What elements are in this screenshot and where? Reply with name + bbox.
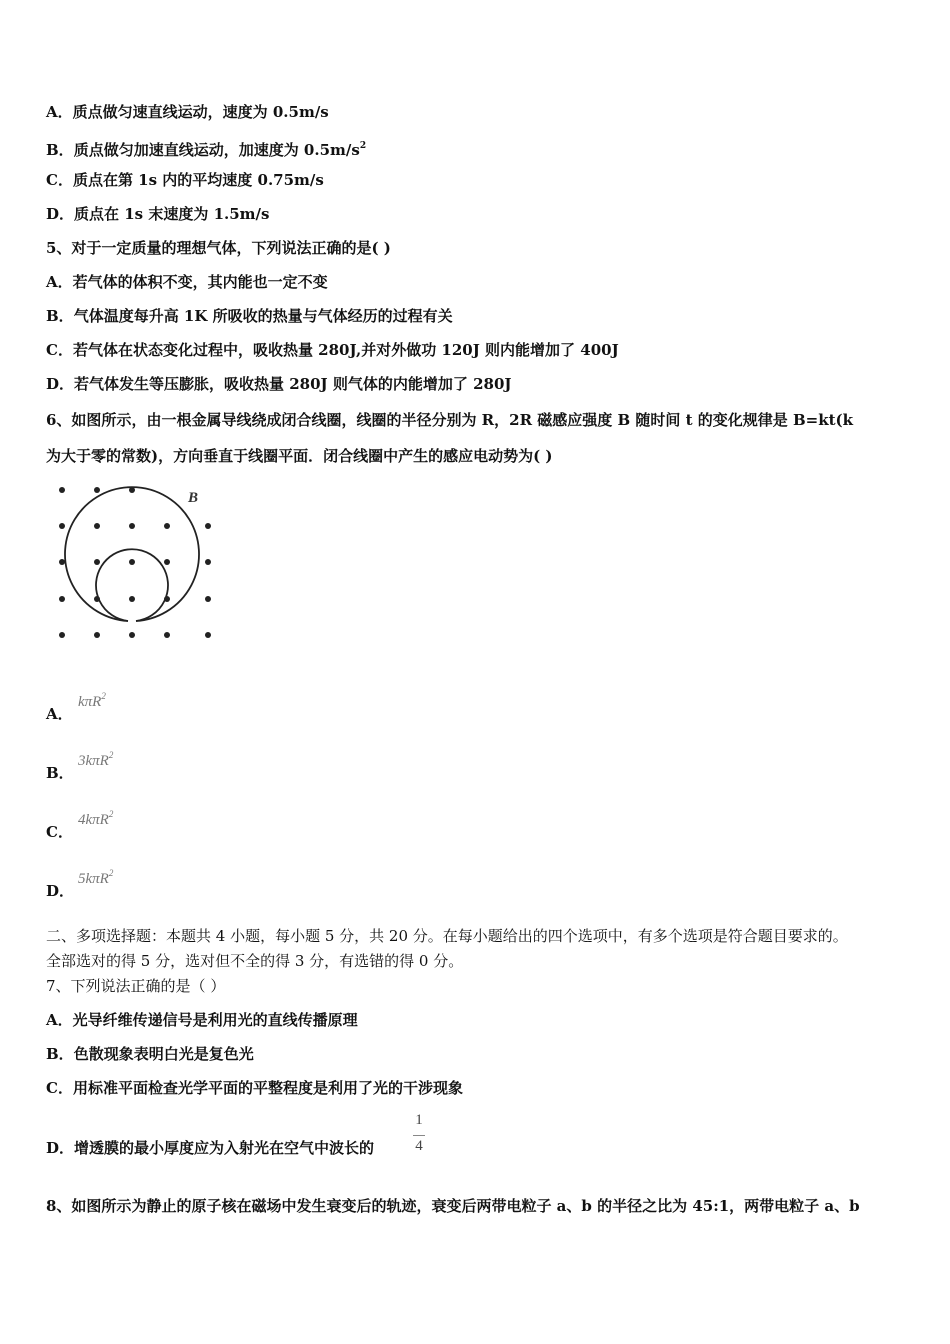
q6-option-a-formula: kπR$^2$ — [78, 691, 106, 710]
q7-stem: 7、下列说法正确的是（ ） — [46, 977, 226, 995]
q6-option-b-label: B． — [46, 764, 74, 782]
q4-option-b: B．质点做匀加速直线运动，加速度为 $0.5m/s^2$ — [46, 141, 367, 159]
q5-option-a: A．若气体的体积不变，其内能也一定不变 — [46, 273, 328, 291]
field-label: B — [188, 490, 199, 506]
q5-option-b: B．气体温度每升高 1K 所吸收的热量与气体经历的过程有关 — [46, 307, 453, 325]
q4-option-d: D．质点在 1s 末速度为 1.5m/s — [46, 205, 270, 223]
q7-option-c: C．用标准平面检查光学平面的平整程度是利用了光的干涉现象 — [46, 1079, 463, 1097]
q8-stem: 8、如图所示为静止的原子核在磁场中发生衰变后的轨迹，衰变后两带电粒子 a、b 的半径之比为 45:1，两带电粒子 a、b — [46, 1197, 860, 1215]
q6-option-a-label: A． — [46, 705, 73, 723]
q5-option-c: C．若气体在状态变化过程中，吸收热量 280J,并对外做功 120J 则内能增加了 400J — [46, 341, 619, 359]
q7-option-d: D．增透膜的最小厚度应为入射光在空气中波长的 — [46, 1139, 375, 1157]
q7-option-a: A．光导纤维传递信号是利用光的直线传播原理 — [46, 1011, 358, 1029]
q4-option-a: A．质点做匀速直线运动，速度为 0.5m/s — [46, 103, 329, 121]
q6-option-d-formula: 5kπR$^2$ — [78, 868, 114, 887]
q5-option-d: D．若气体发生等压膨胀，吸收热量 280J 则气体的内能增加了 280J — [46, 375, 512, 393]
q7-fraction-bar — [413, 1135, 425, 1136]
q6-option-b-formula: 3kπR$^2$ — [78, 750, 114, 769]
section2-heading-line2: 全部选对的得 5 分，选对但不全的得 3 分，有选错的得 0 分。 — [46, 952, 464, 970]
q6-option-d-label: D． — [46, 882, 75, 900]
q6-option-c-label: C． — [46, 823, 73, 841]
q6-stem-line2: 为大于零的常数)，方向垂直于线圈平面．闭合线圈中产生的感应电动势为( ) — [46, 447, 553, 465]
q7-fraction-numerator: 1 — [415, 1112, 423, 1128]
q7-fraction-denominator: 4 — [415, 1138, 423, 1154]
q6-coil-figure — [50, 478, 230, 648]
q6-option-c-formula: 4kπR$^2$ — [78, 809, 114, 828]
q5-stem: 5、对于一定质量的理想气体，下列说法正确的是( ) — [46, 239, 391, 257]
section2-heading-line1: 二、多项选择题：本题共 4 小题，每小题 5 分，共 20 分。在每小题给出的四个选项中，有多个选项是符合题目要求的。 — [46, 927, 848, 945]
q7-option-b: B．色散现象表明白光是复色光 — [46, 1045, 254, 1063]
q4-option-c: C．质点在第 1s 内的平均速度 0.75m/s — [46, 171, 324, 189]
q6-stem-line1: 6、如图所示，由一根金属导线绕成闭合线圈，线圈的半径分别为 R，2R 磁感应强度 B 随时间 t 的变化规律是 B=kt(k — [46, 411, 854, 429]
